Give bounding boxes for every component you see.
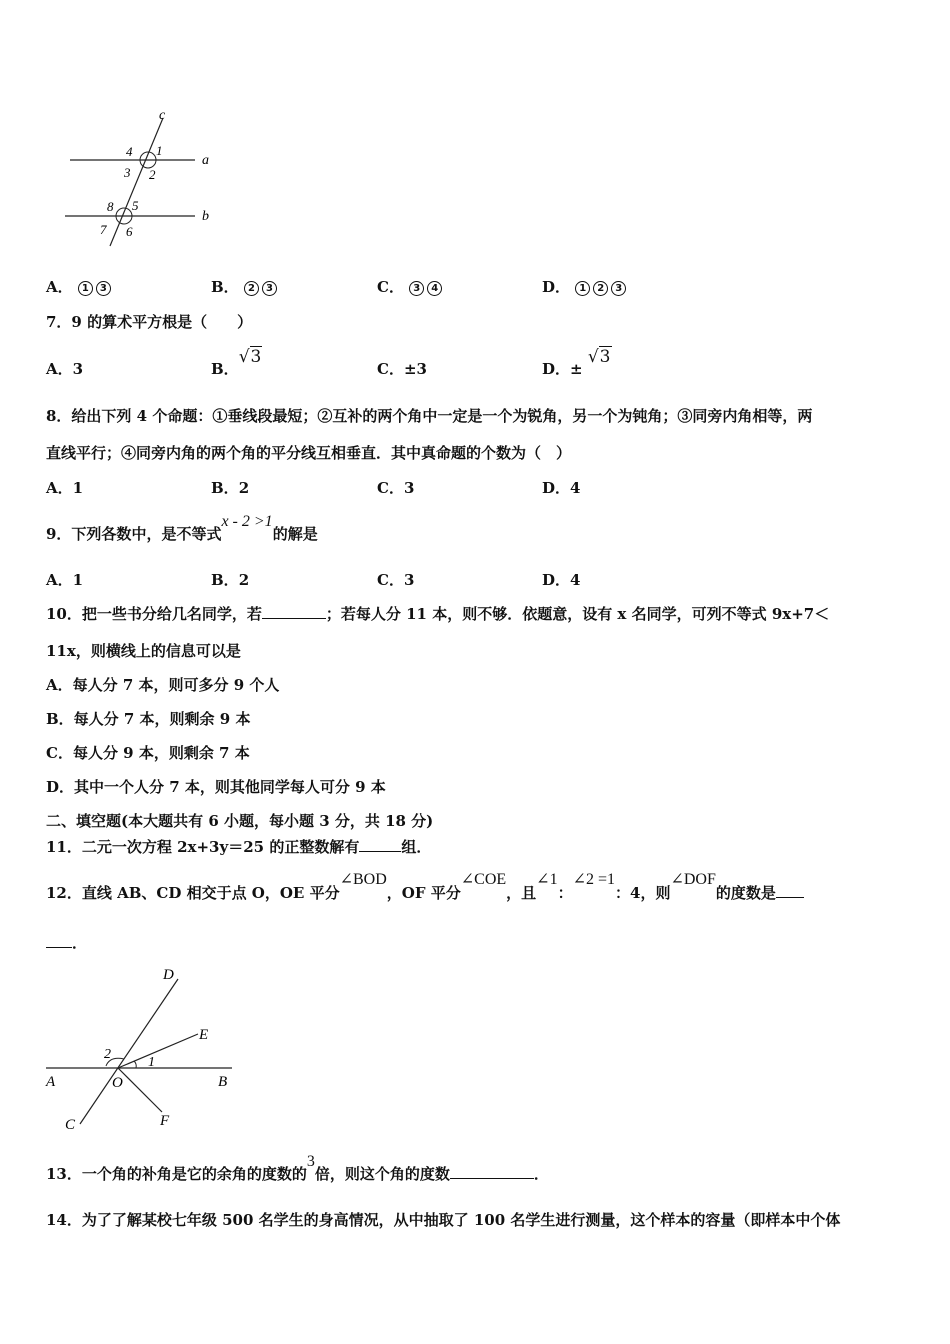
label-4: 4 [126, 144, 133, 159]
label-B: B [218, 1074, 228, 1090]
option-value: 1 [72, 479, 84, 497]
circled-number: 1 [575, 281, 590, 296]
option-letter: C． [377, 278, 404, 296]
option-letter: A． [46, 479, 73, 497]
angle-1-arc [134, 1061, 136, 1068]
label-a: a [202, 153, 209, 168]
q10-text-b: ；若每人分 11 本，则不够．依题意，设有 x 名同学，可列不等式 9x+7＜ [325, 605, 830, 623]
radicand: 3 [250, 347, 262, 367]
q10-line2: 11x，则横线上的信息可以是 [46, 642, 241, 660]
sqrt-expression: √3 [238, 347, 262, 367]
circled-number: 3 [262, 281, 277, 296]
option-value: 1 [72, 571, 84, 589]
q11-equation: 2x+3y＝25 [177, 838, 265, 856]
answer-blank [776, 883, 804, 898]
q12-text-6: 的度数是 [715, 884, 776, 902]
label-C: C [65, 1117, 76, 1133]
option-letter: B． [211, 571, 239, 589]
label-1: 1 [156, 143, 163, 158]
option-value: 4 [570, 479, 581, 497]
q8-option-b [211, 477, 249, 498]
label-8: 8 [107, 199, 114, 214]
option-letter: C． [377, 571, 404, 589]
label-F: F [160, 1113, 170, 1129]
option-letter: A． [46, 571, 73, 589]
q9-option-a [46, 569, 83, 590]
answer-blank [262, 604, 326, 619]
circled-number: 3 [96, 281, 111, 296]
transversal-c [110, 118, 163, 246]
label-D: D [163, 967, 174, 983]
label-O: O [112, 1075, 123, 1091]
q7-option-a [46, 358, 83, 379]
circled-number: 2 [593, 281, 608, 296]
q10-text-a: 10．把一些书分给几名同学，若 [46, 605, 262, 623]
option-value: 3 [403, 479, 415, 497]
q6-option-d [542, 276, 629, 297]
q8-option-d [542, 477, 580, 498]
q13 [46, 1150, 549, 1183]
q8-option-c [377, 477, 414, 498]
label-b: b [202, 209, 209, 224]
option-letter: D． [542, 360, 571, 378]
intersecting-lines-figure [40, 962, 245, 1137]
plus-minus: ± [570, 360, 583, 378]
option-letter: D． [542, 571, 571, 589]
section-title: 二、填空题(本大题共有 6 小题，每小题 3 分，共 18 分) [46, 812, 434, 830]
angle-1: ∠1 [536, 871, 558, 888]
q10-option-c: C．每人分 9 本，则剩余 7 本 [46, 744, 250, 762]
q13-multiplier: 3 [306, 1153, 315, 1170]
q10-option-b: B．每人分 7 本，则剩余 9 本 [46, 710, 251, 728]
option-value: 4 [570, 571, 581, 589]
label-E: E [199, 1027, 209, 1043]
q13-text-3: ． [533, 1165, 549, 1183]
label-1: 1 [148, 1055, 155, 1070]
q12-text-3: ，且 [506, 884, 537, 902]
q9-option-d [542, 569, 580, 590]
q12-line2-period: ． [72, 934, 88, 952]
q11-text-c: 组． [401, 838, 432, 856]
option-letter: B． [211, 479, 239, 497]
option-value: 2 [238, 571, 250, 589]
q9-option-c [377, 569, 414, 590]
circled-number: 4 [427, 281, 442, 296]
answer-blank [359, 837, 401, 852]
label-A: A [46, 1074, 56, 1090]
label-7: 7 [100, 222, 107, 237]
q8-line1: 8．给出下列 4 个命题：①垂线段最短；②互补的两个角中一定是一个为锐角，另一个为钝角；③同旁内角相等，两 [46, 407, 813, 425]
q6-option-a [46, 276, 114, 297]
q7-option-d [542, 346, 612, 378]
q12-line2 [46, 932, 87, 953]
answer-blank [450, 1164, 534, 1179]
label-2: 2 [104, 1047, 111, 1062]
q9-text-before: 9．下列各数中，是不等式 [46, 525, 222, 543]
q12-text-4: ： [557, 884, 573, 902]
q8-line2: 直线平行；④同旁内角的两个角的平分线互相垂直．其中真命题的个数为（ ） [46, 444, 572, 462]
circled-number: 3 [611, 281, 626, 296]
answer-blank-continued [46, 933, 72, 948]
angle-2-ratio: ∠2 =1 [572, 871, 616, 888]
q11-text-a: 11．二元一次方程 [46, 838, 178, 856]
option-letter: B． [211, 360, 239, 378]
angle-coe: ∠COE [460, 871, 507, 888]
label-3: 3 [124, 165, 131, 180]
option-value: ±3 [403, 360, 427, 378]
q9-text-after: 的解是 [272, 525, 318, 543]
q7-option-c [377, 358, 427, 379]
label-5: 5 [132, 198, 139, 213]
option-value: 2 [238, 479, 250, 497]
label-2: 2 [149, 167, 156, 182]
q12-text-1: 12．直线 AB、CD 相交于点 O，OE 平分 [46, 884, 340, 902]
option-letter: C． [377, 479, 404, 497]
q10-option-a: A．每人分 7 本，则可多分 9 个人 [46, 676, 280, 694]
option-letter: A． [46, 360, 73, 378]
sqrt-expression: √3 [587, 347, 611, 367]
label-c: c [159, 108, 166, 123]
q11 [46, 836, 431, 857]
q9-option-b [211, 569, 249, 590]
q12-line1 [46, 868, 804, 902]
q11-text-b: 的正整数解有 [264, 838, 360, 856]
parallel-lines-figure [60, 108, 220, 248]
q12-text-5: ：4，则 [615, 884, 671, 902]
circled-number: 2 [244, 281, 259, 296]
q14: 14．为了了解某校七年级 500 名学生的身高情况，从中抽取了 100 名学生进行测量，这个样本的容量（即样本中个体 [46, 1211, 841, 1229]
circled-number: 1 [78, 281, 93, 296]
angle-bod: ∠BOD [339, 871, 387, 888]
q7-option-b [211, 346, 262, 378]
option-letter: D． [542, 278, 571, 296]
option-letter: B． [211, 278, 239, 296]
inequality-expression: x - 2 >1 [221, 513, 273, 530]
line-cd [80, 979, 178, 1124]
q12-text-2: ，OF 平分 [386, 884, 461, 902]
q6-option-b [211, 276, 280, 297]
circled-number: 3 [409, 281, 424, 296]
option-letter: C． [377, 360, 404, 378]
q7-stem: 7．9 的算术平方根是（ ） [46, 313, 253, 331]
option-letter: D． [542, 479, 571, 497]
label-6: 6 [126, 224, 133, 239]
q10-line1 [46, 603, 829, 624]
q10-option-d: D．其中一个人分 7 本，则其他同学每人可分 9 本 [46, 778, 386, 796]
q6-option-c [377, 276, 445, 297]
option-value: 3 [72, 360, 84, 378]
q9-stem [46, 510, 318, 543]
q13-text-2: 倍，则这个角的度数 [314, 1165, 450, 1183]
option-value: 3 [403, 571, 415, 589]
q8-option-a [46, 477, 83, 498]
q13-text-1: 13．一个角的补角是它的余角的度数的 [46, 1165, 307, 1183]
radicand: 3 [599, 347, 611, 367]
ray-of [118, 1068, 162, 1112]
option-letter: A． [46, 278, 73, 296]
angle-dof: ∠DOF [670, 871, 716, 888]
